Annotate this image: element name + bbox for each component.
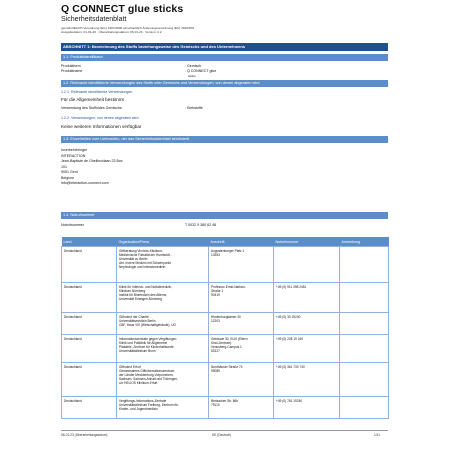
supplier-line: Inverkehrbringer bbox=[61, 148, 88, 152]
addr-line: 13353 bbox=[211, 252, 220, 257]
section-1-2-title: 1.2. Relevante identifizierte Verwendungen des Stoffs oder Gemischs und Verwendungen, von denen abgeraten wird bbox=[61, 80, 388, 87]
cell-land: Deutschland bbox=[62, 283, 117, 313]
dates-line: Ausgabedatum: 01-01-20 · Überarbeitungsdatum: 06-01-23 · Version: 2.2 bbox=[61, 30, 162, 34]
footer-language: DE (Deutsch) bbox=[212, 433, 232, 437]
supplier-line: Jean-Baptiste de Ghellincklaan 23 Box bbox=[61, 159, 123, 163]
cell-org bbox=[117, 363, 209, 397]
org-line: Giftberatung Virchow-Klinikum, bbox=[119, 248, 163, 253]
footer-rule bbox=[61, 430, 388, 431]
table-row bbox=[62, 247, 389, 283]
cell-org bbox=[117, 313, 209, 335]
supplier-line: INTERACTION bbox=[61, 153, 86, 158]
org-line: Kinder- und Jugendmedizin bbox=[119, 406, 158, 411]
addr-line: Venusberg-Campus 1 bbox=[211, 344, 242, 349]
org-line: Nephrologie und Intensivmedizin bbox=[119, 264, 166, 269]
header-anmerkung: Anmerkung bbox=[340, 237, 389, 247]
table-row bbox=[62, 397, 389, 419]
section-1-4-title: 1.4. Notrufnummer bbox=[61, 212, 388, 219]
document-subtitle: Sicherheitsdatenblatt bbox=[61, 16, 127, 23]
cell-phone bbox=[274, 247, 340, 283]
supplier-line: Belgium bbox=[61, 175, 74, 180]
header-anschrift: Anschrift bbox=[209, 237, 274, 247]
org-line: Klinikum Nürnberg bbox=[119, 288, 146, 293]
org-line: Gemeinsames Giftinformationszentrum bbox=[119, 368, 175, 373]
addr-line: Gebäude 30, ELKI (Eltern bbox=[211, 336, 248, 341]
use-label: Verwendung des Stoffs/des Gemischs bbox=[61, 106, 122, 110]
table-header-row bbox=[62, 237, 389, 247]
emergency-contacts-table bbox=[61, 237, 389, 419]
cell-phone: +49 (0) 228 19 240 bbox=[274, 335, 340, 363]
addr-line: Augustenburger Platz 1 bbox=[211, 248, 245, 253]
cell-note bbox=[340, 335, 389, 363]
org-line: Medizinische Fakultät der Humboldt - bbox=[119, 252, 172, 257]
no-info-text: Keine weiteren Informationen verfügbar bbox=[61, 124, 142, 129]
cell-address bbox=[209, 313, 274, 335]
cell-phone: +49 (0) 30 19240 bbox=[274, 313, 340, 335]
org-line: Universitätsklinikum Bonn bbox=[119, 348, 156, 353]
footer-revision-date: 06-01-23 (Überarbeitungsdatum) bbox=[61, 433, 108, 437]
org-line: Universitätsmedizin Berlin bbox=[119, 318, 156, 323]
org-line: Pädiatrie, Zentrum für Kinderheilkunde, bbox=[119, 344, 175, 349]
cell-phone: +49 (0) 761 19240 bbox=[274, 397, 340, 419]
table-row bbox=[62, 335, 389, 363]
section-1-title: ABSCHNITT 1: Bezeichnung des Stoffs beziehungsweise des Gemischs und des Unternehmens bbox=[61, 43, 388, 51]
cell-address bbox=[209, 397, 274, 419]
addr-line: 53127 bbox=[211, 348, 220, 353]
cell-land: Deutschland bbox=[62, 363, 117, 397]
addr-line: Professor-Ernst-Nathan- bbox=[211, 284, 246, 289]
org-line: Giftnotruf der Charité - bbox=[119, 314, 151, 319]
product-name-value-cont: sticks bbox=[188, 73, 196, 78]
emergency-label: Notrufnummer bbox=[61, 223, 84, 227]
org-line: c/o HELIOS Klinikum Erfurt bbox=[119, 380, 158, 385]
header-land: Land bbox=[62, 237, 117, 247]
cell-org bbox=[117, 247, 209, 283]
cell-land: Deutschland bbox=[62, 313, 117, 335]
cell-land: Deutschland bbox=[62, 397, 117, 419]
supplier-email-link[interactable]: info@interaction-connect.com bbox=[61, 181, 109, 185]
org-line: Institut für Biomedizin des Alterns, bbox=[119, 292, 168, 297]
org-line: der Länder Mecklenburg-Vorpommern, bbox=[119, 372, 174, 377]
org-line: Klinik für Intensiv- und Notfallmedizin, bbox=[119, 284, 173, 289]
cell-org bbox=[117, 397, 209, 419]
supplier-block bbox=[61, 148, 123, 187]
general-use-text: Für die Allgemeinheit bestimmt bbox=[61, 97, 124, 102]
product-name-label: Produktname bbox=[61, 69, 83, 73]
cell-address bbox=[209, 335, 274, 363]
cell-address bbox=[209, 247, 274, 283]
section-1-3-title: 1.3. Einzelheiten zum Lieferanten, der das Sicherheitsdatenblatt bereitstellt bbox=[61, 136, 388, 143]
table-row bbox=[62, 313, 389, 335]
org-line: Universität Erlangen-Nürnberg bbox=[119, 296, 163, 301]
addr-line: 12203 bbox=[211, 318, 220, 323]
cell-address bbox=[209, 283, 274, 313]
cell-phone: +49 (0) 911 398 2451 bbox=[274, 283, 340, 313]
org-line: CBF, Haus VIII (Wirtschaftgebäude), UG bbox=[119, 322, 177, 327]
supplier-line: 9051 Gent bbox=[61, 170, 78, 174]
footer-page-number: 1/11 bbox=[374, 433, 380, 437]
addr-line: Breisacher Str. 86b bbox=[211, 398, 239, 403]
section-1-1-title: 1.1. Produktidentifikator bbox=[61, 54, 388, 61]
org-line: Giftnotruf Erfurt bbox=[119, 364, 141, 369]
cell-address bbox=[209, 363, 274, 397]
cell-land: Deutschland bbox=[62, 247, 117, 283]
table-row bbox=[62, 363, 389, 397]
cell-note bbox=[340, 313, 389, 335]
addr-line: 90419 bbox=[211, 292, 220, 297]
cell-org bbox=[117, 335, 209, 363]
header-notrufnummer: Notrufnummer bbox=[274, 237, 340, 247]
product-form-label: Produktform bbox=[61, 64, 81, 68]
org-line: Universität zu Berlin bbox=[119, 256, 148, 261]
addr-line: Kind-Zentrum) bbox=[211, 340, 232, 345]
cell-land: Deutschland bbox=[62, 335, 117, 363]
product-form-value: : Gemisch bbox=[185, 64, 202, 68]
cell-org bbox=[117, 283, 209, 313]
section-1-2-1-title: 1.2.1. Relevante identifizierte Verwendungen bbox=[61, 90, 133, 94]
cell-note bbox=[340, 363, 389, 397]
cell-note bbox=[340, 247, 389, 283]
product-name-value: : Q CONNECT glue bbox=[185, 69, 217, 73]
org-line: Informationszentrale gegen Vergiftungen bbox=[119, 336, 177, 341]
addr-line: Hindenburgdamm 30 bbox=[211, 314, 241, 319]
addr-line: Nordhäuser Straße 74 bbox=[211, 364, 243, 369]
org-line: Universitätsklinikum Freiburg, Zentrum für bbox=[119, 402, 179, 407]
regulation-note bbox=[61, 26, 194, 34]
addr-line: 79110 bbox=[211, 402, 220, 407]
org-line: Klinik und Poliklinik für Allgemeine bbox=[119, 340, 168, 345]
section-1-2-2-title: 1.2.2. Verwendungen, von denen abgeraten wird bbox=[61, 116, 139, 120]
document-title: Q CONNECT glue sticks bbox=[61, 3, 184, 15]
table-row bbox=[62, 283, 389, 313]
addr-line: 99089 bbox=[211, 368, 220, 373]
supplier-line: 101 bbox=[61, 164, 67, 169]
cell-note bbox=[340, 397, 389, 419]
org-line: Abt. Innere Medizin mit Schwerpunkt bbox=[119, 260, 171, 265]
use-value: : Klebstoffe bbox=[185, 106, 203, 110]
addr-line: Straße 1 bbox=[211, 288, 224, 293]
regulation-line: gemäß REACH-Verordnung (EG) 1907/2006 einschließlich Änderungsverordnung (EU) 2020/878 bbox=[61, 26, 195, 30]
org-line: Vergiftungs-Informations-Zentrale bbox=[119, 398, 167, 403]
cell-phone: +49 (0) 361 730 730 bbox=[274, 363, 340, 397]
header-organisation: Organisation/Firma bbox=[117, 237, 209, 247]
emergency-value: T 0032 9 380 62 48 bbox=[185, 223, 217, 227]
org-line: Sachsen, Sachsen-Anhalt und Thüringen, bbox=[119, 376, 178, 381]
cell-note bbox=[340, 283, 389, 313]
